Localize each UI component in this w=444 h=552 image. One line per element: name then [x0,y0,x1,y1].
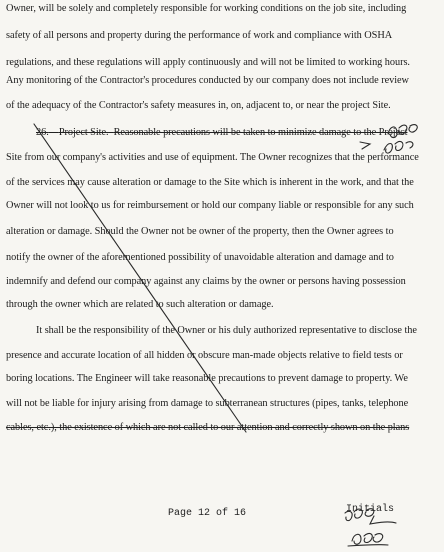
body-text-line: of the adequacy of the Contractor's safety measures in, on, adjacent to, or near the project Site. [6,100,391,111]
body-text-line: will not be liable for injury arising from damage to subterranean structures (pipes, tanks, telephone [6,398,409,409]
initials-signature [348,533,388,546]
edit-mark [360,142,370,149]
body-text-line: presence and accurate location of all hidden or obscure man-made objects relative to field tests or [6,350,403,361]
margin-initials [388,125,417,138]
body-text-line: Owner will not look to us for reimbursement or hold our company liable or responsible for any such [6,200,414,211]
page-number: Page 12 of 16 [168,508,247,519]
body-text-line: Any monitoring of the Contractor's procedures conducted by our company does not include review [6,75,409,86]
struck-clause: Reasonable precautions will be taken to minimize damage to the Project [113,127,408,138]
body-text-line: of the services may cause alteration or damage to the Site which is inherent in the work, and that the [6,177,414,188]
initials-label: Initials [346,504,395,515]
strike-through-slash [34,124,246,432]
body-text-line: alteration or damage. Should the Owner not be owner of the property, then the Owner agrees to [6,226,394,237]
body-text-line: It shall be the responsibility of the Owner or his duly authorized representative to disclose the [36,325,417,336]
initials-signature [345,509,396,524]
section-number: 26. [36,127,49,138]
body-text-line: safety of all persons and property during the performance of work and compliance with OSHA [6,30,393,41]
section-title: Project Site. [58,127,109,138]
body-text-line: through the owner which are related to such alteration or damage. [6,299,274,310]
margin-initials [384,141,413,153]
body-text-line: Owner, will be solely and completely responsible for working conditions on the job site, including [6,3,407,14]
struck-text-line: cables, etc.), the existence of which are not called to our attention and correctly shown on the plans [6,422,410,433]
body-text-line: notify the owner of the aforementioned possibility of unavoidable alteration and damage and to [6,252,394,263]
body-text-line: boring locations. The Engineer will take reasonable precautions to prevent damage to property. We [6,373,408,384]
body-text-line: indemnify and defend our company against any claims by the owner or persons having possession [6,276,406,287]
body-text-line: Site from our company's activities and use of equipment. The Owner recognizes that the performance [6,152,419,163]
body-text-line: regulations, and these regulations will apply continuously and will not be limited to working hours. [6,57,410,68]
